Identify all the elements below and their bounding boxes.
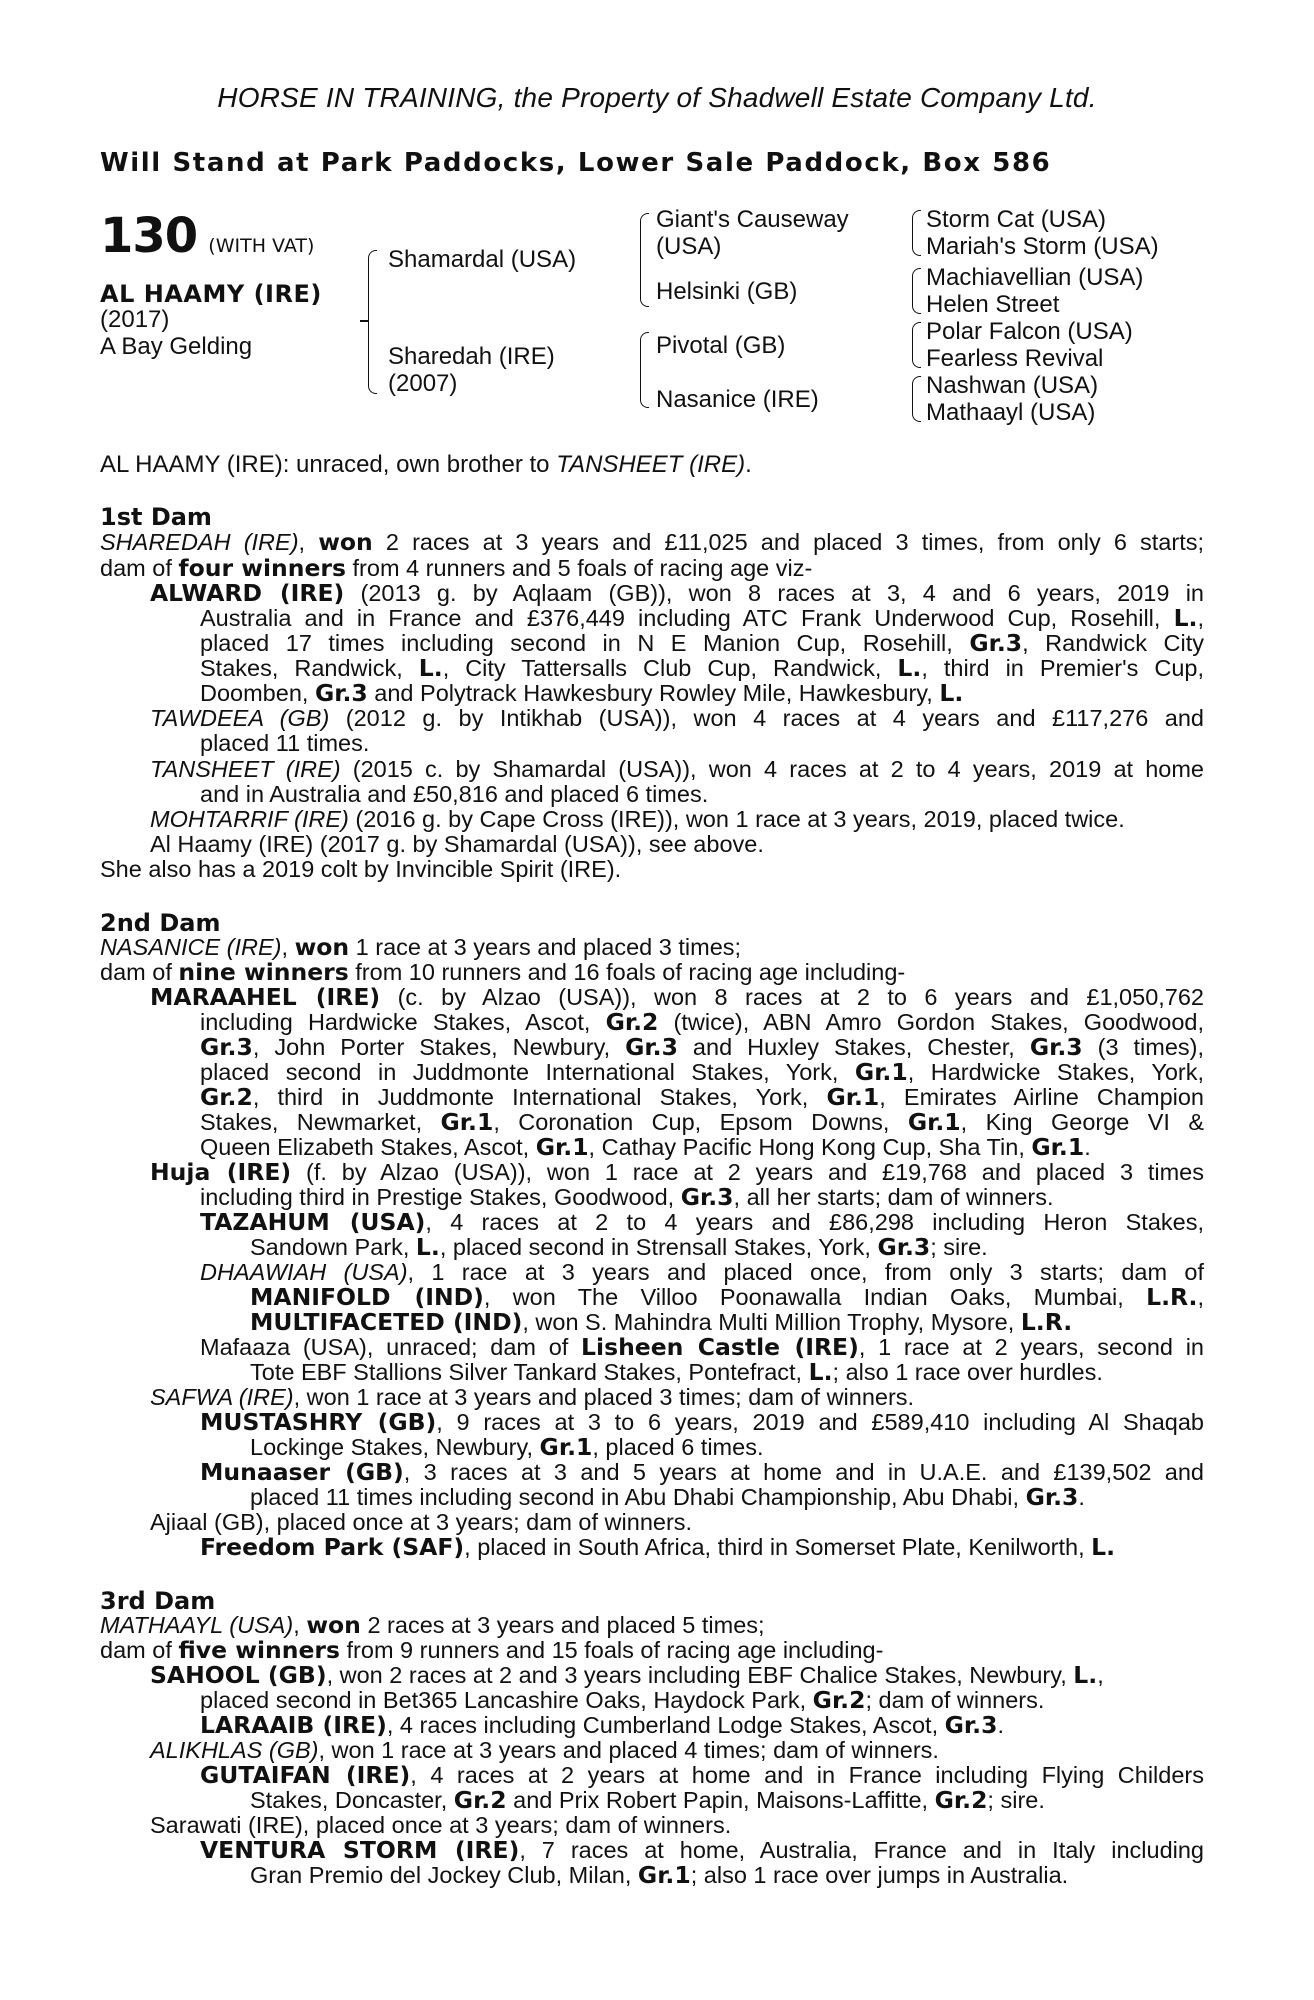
dam3-line: Stakes, Doncaster, Gr.2 and Prix Robert Papin, Maisons-Laffitte, Gr.2; sire.: [250, 1786, 1045, 1814]
ped-sire-sire-country: (USA): [656, 233, 722, 260]
dam2-line: Tote EBF Stallions Silver Tankard Stakes, Pontefract, L.; also 1 race over hurdles.: [250, 1358, 1103, 1386]
dam1-line: SHAREDAH (IRE), won 2 races at 3 years and £11,025 and placed 3 times, from only 6 starts;: [100, 528, 1204, 556]
dam1-line: Australia and in France and £376,449 including ATC Frank Underwood Cup, Rosehill, L.,: [200, 604, 1205, 632]
first-dam-heading: 1st Dam: [100, 503, 212, 531]
dam1-line: Al Haamy (IRE) (2017 g. by Shamardal (USA)), see above.: [150, 831, 764, 857]
pedigree-brace: [912, 376, 921, 422]
ped-dam-year: (2007): [388, 370, 458, 397]
dam2-line: Munaaser (GB), 3 races at 3 and 5 years at home and in U.A.E. and £139,502 and: [200, 1458, 1204, 1486]
dam3-line: ALIKHLAS (GB), won 1 race at 3 years and placed 4 times; dam of winners.: [150, 1737, 939, 1763]
pedigree-brace: [912, 210, 921, 256]
ped-sds: Machiavellian (USA): [926, 264, 1144, 291]
dam2-line: NASANICE (IRE), won 1 race at 3 years and placed 3 times;: [100, 933, 742, 961]
dam2-line: placed second in Juddmonte International Stakes, York, Gr.1, Hardwicke Stakes, York,: [200, 1058, 1205, 1086]
dam3-line: LARAAIB (IRE), 4 races including Cumberland Lodge Stakes, Ascot, Gr.3.: [200, 1711, 1004, 1739]
ped-sire-sire: Giant's Causeway: [656, 206, 849, 233]
dam2-line: MUSTASHRY (GB), 9 races at 3 to 6 years, 2019 and £589,410 including Al Shaqab: [200, 1408, 1204, 1436]
ped-ddd: Mathaayl (USA): [926, 399, 1096, 426]
dam1-line: TANSHEET (IRE) (2015 c. by Shamardal (USA)), won 4 races at 2 to 4 years, 2019 at home: [150, 756, 1204, 782]
dam2-line: Sandown Park, L., placed second in Strensall Stakes, York, Gr.3; sire.: [250, 1233, 988, 1261]
dam3-line: Gran Premio del Jockey Club, Milan, Gr.1; also 1 race over jumps in Australia.: [250, 1861, 1069, 1889]
dam1-line: Doomben, Gr.3 and Polytrack Hawkesbury Rowley Mile, Hawkesbury, L.: [200, 679, 964, 707]
dam2-line: Gr.2, third in Juddmonte International Stakes, York, Gr.1, Emirates Airline Champion: [200, 1083, 1204, 1111]
dam3-line: VENTURA STORM (IRE), 7 races at home, Australia, France and in Italy including: [200, 1836, 1204, 1864]
lot-number-block: [100, 208, 314, 264]
ped-dsd: Fearless Revival: [926, 345, 1104, 372]
pedigree-brace-tip: [360, 320, 368, 322]
dam3-line: GUTAIFAN (IRE), 4 races at 2 years at home and in France including Flying Childers: [200, 1761, 1204, 1789]
ped-ssd: Mariah's Storm (USA): [926, 233, 1159, 260]
dam3-line: dam of five winners from 9 runners and 15 foals of racing age including-: [100, 1636, 884, 1664]
ped-sdd: Helen Street: [926, 291, 1060, 318]
dam1-line: placed 11 times.: [200, 730, 370, 756]
dam2-line: Huja (IRE) (f. by Alzao (USA)), won 1 race at 2 years and £19,768 and placed 3 times: [150, 1158, 1204, 1186]
dam2-line: Queen Elizabeth Stakes, Ascot, Gr.1, Cathay Pacific Hong Kong Cup, Sha Tin, Gr.1.: [200, 1133, 1091, 1161]
dam2-line: including Hardwicke Stakes, Ascot, Gr.2 (twice), ABN Amro Gordon Stakes, Goodwood,: [200, 1008, 1205, 1036]
dam2-line: Stakes, Newmarket, Gr.1, Coronation Cup, Epsom Downs, Gr.1, King George VI &: [200, 1108, 1204, 1136]
dam1-line: She also has a 2019 colt by Invincible Spirit (IRE).: [100, 856, 622, 882]
dam2-line: MULTIFACETED (IND), won S. Mahindra Multi Million Trophy, Mysore, L.R.: [250, 1308, 1073, 1336]
dam3-line: MATHAAYL (USA), won 2 races at 3 years and placed 5 times;: [100, 1611, 765, 1639]
dam2-line: DHAAWIAH (USA), 1 race at 3 years and placed once, from only 3 starts; dam of: [200, 1259, 1204, 1285]
dam3-line: Sarawati (IRE), placed once at 3 years; dam of winners.: [150, 1812, 732, 1838]
dam2-line: MANIFOLD (IND), won The Villoo Poonawalla Indian Oaks, Mumbai, L.R.,: [250, 1283, 1205, 1311]
dam2-line: Lockinge Stakes, Newbury, Gr.1, placed 6 times.: [250, 1433, 764, 1461]
dam1-line: TAWDEEA (GB) (2012 g. by Intikhab (USA)), won 4 races at 4 years and £117,276 and: [150, 705, 1205, 731]
horse-name: AL HAAMY (IRE): [100, 280, 322, 308]
dam2-line: Freedom Park (SAF), placed in South Africa, third in Somerset Plate, Kenilworth, L.: [200, 1533, 1116, 1561]
dam3-line: SAHOOL (GB), won 2 races at 2 and 3 years including EBF Chalice Stakes, Newbury, L.,: [150, 1661, 1104, 1689]
dam2-line: Gr.3, John Porter Stakes, Newbury, Gr.3 and Huxley Stakes, Chester, Gr.3 (3 times),: [200, 1033, 1204, 1061]
horse-description: A Bay Gelding: [100, 333, 253, 360]
dam2-line: Mafaaza (USA), unraced; dam of Lisheen Castle (IRE), 1 race at 2 years, second in: [200, 1333, 1204, 1361]
ped-dam-sire: Pivotal (GB): [656, 332, 786, 359]
summary-line: AL HAAMY (IRE): unraced, own brother to TANSHEET (IRE).: [100, 451, 752, 478]
page-title: HORSE IN TRAINING, the Property of Shadwell Estate Company Ltd.: [217, 82, 1097, 113]
ped-dss: Polar Falcon (USA): [926, 318, 1133, 345]
ped-dds: Nashwan (USA): [926, 372, 1099, 399]
dam1-line: placed 17 times including second in N E Manion Cup, Rosehill, Gr.3, Randwick City: [200, 629, 1204, 657]
pedigree-brace: [912, 322, 921, 368]
ped-sire: Shamardal (USA): [388, 246, 577, 273]
dam2-line: dam of nine winners from 10 runners and 16 foals of racing age including-: [100, 958, 906, 986]
third-dam-heading: 3rd Dam: [100, 1587, 216, 1615]
dam3-line: placed second in Bet365 Lancashire Oaks, Haydock Park, Gr.2; dam of winners.: [200, 1686, 1045, 1714]
dam1-line: MOHTARRIF (IRE) (2016 g. by Cape Cross (IRE)), won 1 race at 3 years, 2019, placed twice.: [150, 806, 1125, 832]
dam1-line: ALWARD (IRE) (2013 g. by Aqlaam (GB)), won 8 races at 3, 4 and 6 years, 2019 in: [150, 579, 1204, 607]
dam1-line: Stakes, Randwick, L., City Tattersalls Club Cup, Randwick, L., third in Premier's Cup,: [200, 654, 1204, 682]
horse-year: (2017): [100, 306, 170, 333]
dam2-line: including third in Prestige Stakes, Goodwood, Gr.3, all her starts; dam of winners.: [200, 1183, 1054, 1211]
dam1-line: and in Australia and £50,816 and placed 6 times.: [200, 781, 709, 807]
vat-note: (WITH VAT): [208, 235, 315, 257]
pedigree-brace: [912, 268, 921, 314]
ped-sss: Storm Cat (USA): [926, 206, 1107, 233]
pedigree-brace: [640, 332, 649, 408]
dam2-line: Ajiaal (GB), placed once at 3 years; dam of winners.: [150, 1509, 693, 1535]
lot-number: 130: [100, 208, 198, 264]
ped-dam: Sharedah (IRE): [388, 343, 555, 370]
dam1-line: dam of four winners from 4 runners and 5 foals of racing age viz-: [100, 554, 813, 582]
dam2-line: SAFWA (IRE), won 1 race at 3 years and placed 3 times; dam of winners.: [150, 1384, 915, 1410]
dam2-line: placed 11 times including second in Abu Dhabi Championship, Abu Dhabi, Gr.3.: [250, 1483, 1085, 1511]
dam2-line: MARAAHEL (IRE) (c. by Alzao (USA)), won 8 races at 2 to 6 years and £1,050,762: [150, 983, 1204, 1011]
dam2-line: TAZAHUM (USA), 4 races at 2 to 4 years and £86,298 including Heron Stakes,: [200, 1208, 1204, 1236]
second-dam-heading: 2nd Dam: [100, 909, 221, 937]
ped-dam-dam: Nasanice (IRE): [656, 386, 819, 413]
ped-sire-dam: Helsinki (GB): [656, 278, 798, 305]
pedigree-brace: [368, 250, 377, 394]
pedigree-brace: [640, 213, 649, 307]
stand-location: Will Stand at Park Paddocks, Lower Sale Paddock, Box 586: [100, 148, 1052, 178]
